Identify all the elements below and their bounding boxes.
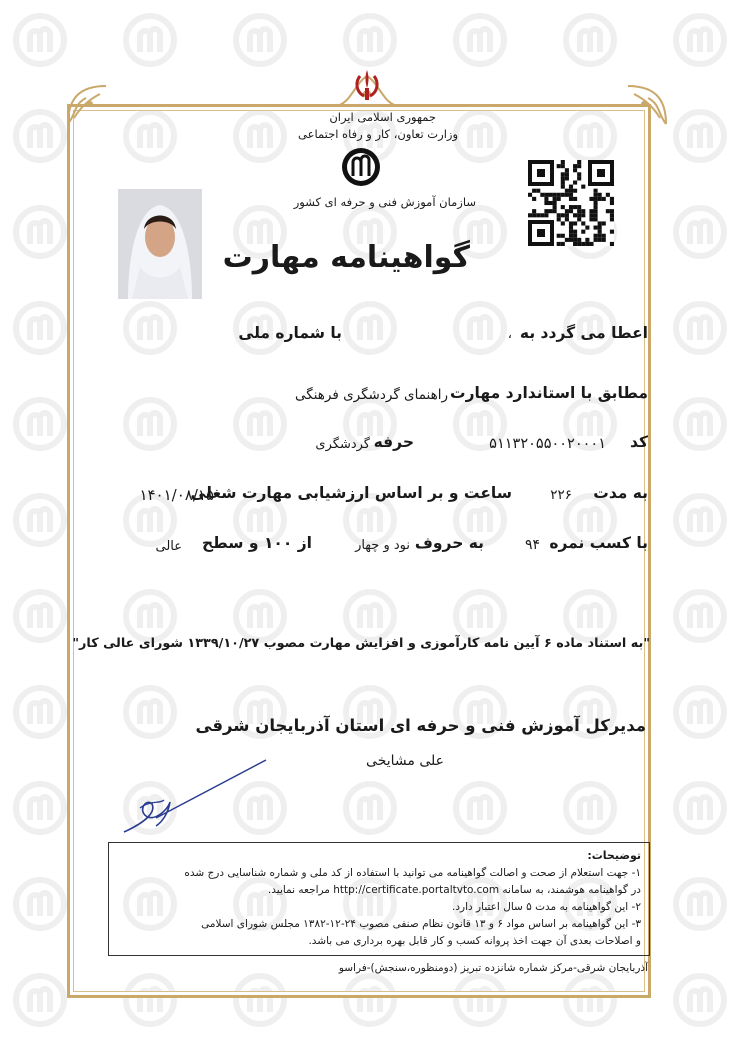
corner-ornament-top-left (60, 78, 112, 130)
trade-value: گردشگری (315, 437, 370, 452)
signatory-title: مدیرکل آموزش فنی و حرفه ای استان آذربایجان شرقی (195, 716, 646, 735)
portrait-photo (118, 189, 202, 299)
decree-text: "به استناد ماده ۶ آیین نامه کارآموزی و افزایش مهارت مصوب ۱۳۳۹/۱۰/۲۷ شورای عالی کار" (72, 636, 650, 651)
signatory-name: علی مشایخی (366, 753, 444, 769)
granted-label: اعطا می گردد به (519, 324, 648, 342)
national-id-label: با شماره ملی (238, 324, 342, 342)
date-value: ۱۴۰۱/۰۸/۱۵ (139, 486, 214, 504)
code-value: ۵۱۱۳۲۰۵۵۰۰۲۰۰۰۱ (489, 436, 606, 452)
score-value: ۹۴ (524, 537, 540, 553)
standard-value: راهنمای گردشگری فرهنگی (294, 387, 448, 403)
footer-center: آذربایجان شرقی-مرکز شماره شانزده تبریز (دومنظوره،سنجش)-فراسو (338, 962, 648, 974)
header-organization: سازمان آموزش فنی و حرفه ای کشور (293, 195, 476, 209)
tvto-logo-icon (340, 146, 382, 188)
words-label: به حروف (414, 534, 484, 552)
qr-code (528, 160, 614, 246)
duration-value: ۲۲۶ (550, 487, 572, 503)
certificate-title: گواهینامه مهارت (222, 240, 470, 275)
note-line: ۱- جهت استعلام از صحت و اصالت گواهینامه می توانید با استفاده از کد ملی و شماره شناسایی درج شده (184, 867, 641, 879)
note-line: و اصلاحات بعدی آن جهت اخذ پروانه کسب و کار قابل بهره برداری می باشد. (308, 935, 641, 947)
notes-heading: توضیحات: (587, 849, 641, 862)
iran-emblem-icon (352, 68, 382, 104)
score-label: با کسب نمره (549, 534, 648, 552)
hours-label: ساعت و بر اساس ارزشیابی مهارت شغلی (190, 484, 512, 502)
duration-label: به مدت (593, 484, 648, 502)
header-ministry: وزارت تعاون، کار و رفاه اجتماعی (298, 127, 458, 141)
words-value: نود و چهار (355, 538, 410, 553)
note-line: در گواهینامه هوشمند، به سامانه http://certificate.portaltvto.com مراجعه نمایید. (267, 884, 641, 896)
level-label: از ۱۰۰ و سطح (202, 534, 312, 552)
header-republic: جمهوری اسلامی ایران (329, 110, 436, 124)
standard-label: مطابق با استاندارد مهارت (450, 384, 648, 402)
code-label: کد (630, 433, 648, 451)
notes-box (108, 842, 650, 956)
trade-label: حرفه (373, 433, 414, 451)
level-value: عالی (155, 539, 182, 554)
corner-ornament-top-right (622, 78, 674, 130)
note-line: ۳- این گواهینامه بر اساس مواد ۶ و ۱۳ قانون نظام صنفی مصوب ۲۴-۱۲-۱۳۸۲ مجلس شورای اسلامی (201, 918, 641, 930)
granted-value: ، (507, 327, 512, 342)
handwritten-signature (116, 752, 276, 842)
note-line: ۲- این گواهینامه به مدت ۵ سال اعتبار دارد. (452, 901, 641, 913)
